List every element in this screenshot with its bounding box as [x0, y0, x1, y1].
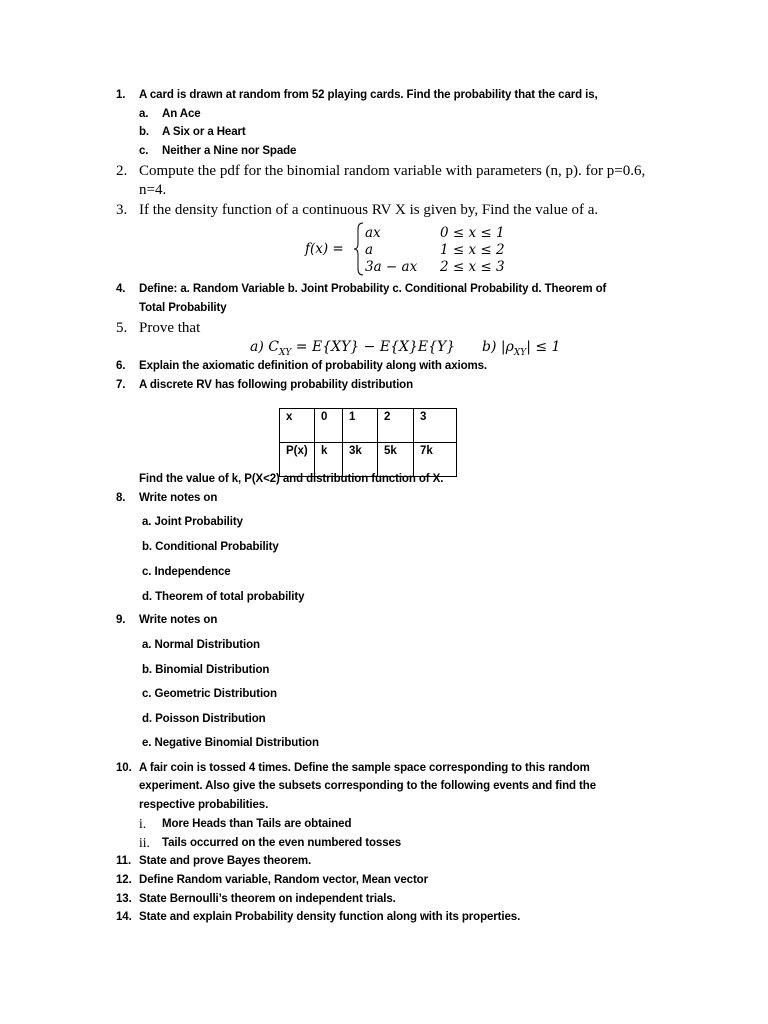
question-8-text: Write notes on — [139, 492, 218, 504]
density-function-label: f(x) = — [305, 241, 344, 257]
table-cell: 7k — [414, 443, 457, 477]
table-cell: 5k — [378, 443, 414, 477]
question-11-text: State and prove Bayes theorem. — [139, 855, 312, 867]
table-cell: 3k — [343, 443, 378, 477]
table-row — [280, 443, 457, 477]
question-12-number: 12. — [116, 874, 132, 886]
question-9-item-d: d. Poisson Distribution — [142, 713, 266, 725]
question-3-text: If the density function of a continuous RV X is given by, Find the value of a. — [139, 202, 599, 218]
question-10-line-2: experiment. Also give the subsets corresponding to the following events and find the — [139, 780, 596, 792]
table-cell: P(x) — [280, 443, 315, 477]
question-1-part-a-text: An Ace — [162, 108, 201, 120]
case-2-condition: 1 ≤ x ≤ 2 — [440, 242, 505, 258]
question-1-part-b-text: A Six or a Heart — [162, 126, 246, 138]
covariance-equation: a) $C_{XY} = E\{XY\} - E\{X\}E\{Y\}$ — [250, 339, 456, 358]
case-2-expression: a — [365, 242, 374, 258]
case-3-condition: 2 ≤ x ≤ 3 — [440, 259, 505, 275]
question-1-part-c-text: Neither a Nine nor Spade — [162, 145, 297, 157]
question-10-part-i-label: i. — [139, 816, 147, 831]
piecewise-brace — [354, 222, 364, 276]
question-10-line-3: respective probabilities. — [139, 799, 269, 811]
question-11-number: 11. — [116, 855, 132, 867]
question-13-number: 13. — [116, 893, 132, 905]
question-12-text: Define Random variable, Random vector, Mean vector — [139, 874, 428, 886]
question-1-part-c-label: c. — [139, 145, 149, 157]
question-7-followup: Find the value of k, P(X<2) and distribution function of X. — [139, 473, 444, 485]
question-7-text: A discrete RV has following probability distribution — [139, 379, 414, 391]
question-9-item-c: c. Geometric Distribution — [142, 688, 277, 700]
table-cell: k — [315, 443, 343, 477]
question-10-line-1: A fair coin is tossed 4 times. Define the sample space corresponding to this random — [139, 762, 590, 774]
question-8-item-d: d. Theorem of total probability — [142, 591, 305, 603]
correlation-inequality: b) $|\rho_{XY}| \le 1$ — [482, 339, 561, 358]
question-6-text: Explain the axiomatic definition of probability along with axioms. — [139, 360, 488, 372]
case-1-condition: 0 ≤ x ≤ 1 — [440, 225, 505, 241]
question-10-number: 10. — [116, 762, 132, 774]
case-3-expression: 3a − ax — [365, 259, 418, 275]
question-2-line-1: Compute the pdf for the binomial random variable with parameters (n, p). for p=0.6, — [139, 163, 646, 179]
probability-distribution-table — [279, 408, 457, 477]
question-8-item-b: b. Conditional Probability — [142, 541, 279, 553]
question-9-text: Write notes on — [139, 614, 218, 626]
table-row — [280, 409, 457, 443]
question-7-number: 7. — [116, 379, 126, 391]
question-2-number: 2. — [116, 163, 128, 179]
case-1-expression: ax — [365, 225, 381, 241]
question-1-text: A card is drawn at random from 52 playing cards. Find the probability that the card is, — [139, 89, 598, 101]
question-4-line-1: Define: a. Random Variable b. Joint Probability c. Conditional Probability d. Theorem of — [139, 283, 607, 295]
question-1-part-b-label: b. — [139, 126, 150, 138]
question-9-item-e: e. Negative Binomial Distribution — [142, 737, 319, 749]
question-10-part-ii-text: Tails occurred on the even numbered tosses — [162, 837, 402, 849]
question-3-number: 3. — [116, 202, 128, 218]
question-9-item-a: a. Normal Distribution — [142, 639, 260, 651]
question-2-line-2: n=4. — [139, 182, 167, 198]
table-cell: 1 — [343, 409, 378, 443]
question-9-item-b: b. Binomial Distribution — [142, 664, 270, 676]
question-8-number: 8. — [116, 492, 126, 504]
table-cell: 0 — [315, 409, 343, 443]
question-6-number: 6. — [116, 360, 126, 372]
question-1-number: 1. — [116, 89, 126, 101]
question-5-text: Prove that — [139, 320, 201, 336]
question-10-part-ii-label: ii. — [139, 835, 150, 850]
table-cell: 3 — [414, 409, 457, 443]
table-cell: x — [280, 409, 315, 443]
question-8-item-a: a. Joint Probability — [142, 516, 243, 528]
question-4-line-2: Total Probability — [139, 302, 227, 314]
question-14-text: State and explain Probability density function along with its properties. — [139, 911, 521, 923]
question-4-number: 4. — [116, 283, 126, 295]
question-9-number: 9. — [116, 614, 126, 626]
question-5-number: 5. — [116, 320, 128, 336]
table-cell: 2 — [378, 409, 414, 443]
question-14-number: 14. — [116, 911, 132, 923]
question-8-item-c: c. Independence — [142, 566, 231, 578]
question-10-part-i-text: More Heads than Tails are obtained — [162, 818, 352, 830]
question-1-part-a-label: a. — [139, 108, 149, 120]
question-13-text: State Bernoulli’s theorem on independent trials. — [139, 893, 396, 905]
